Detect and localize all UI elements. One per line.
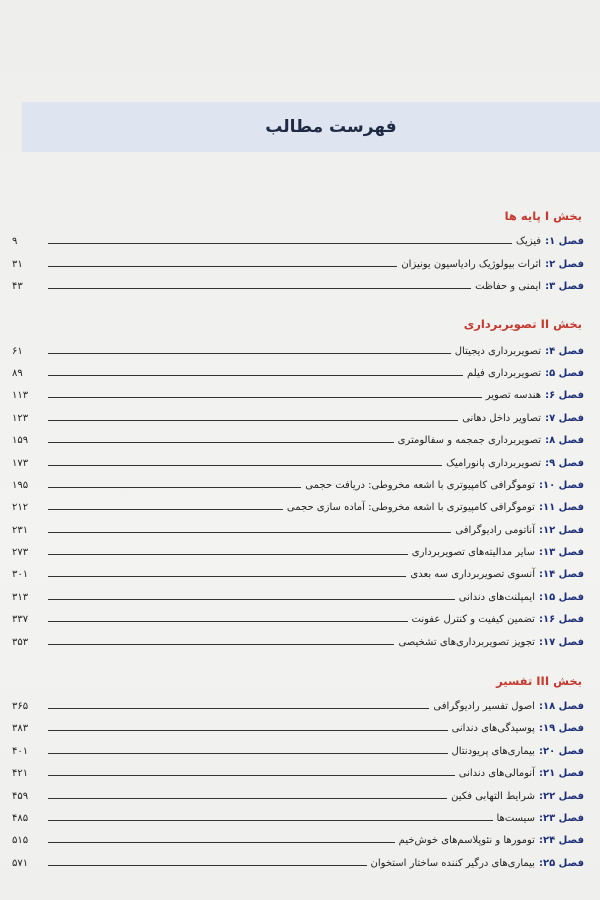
chapter-list bbox=[12, 336, 584, 649]
leader-line bbox=[48, 420, 458, 421]
toc-entry[interactable] bbox=[12, 826, 584, 848]
leader-line bbox=[48, 353, 451, 354]
chapter-label: فصل ۱۲: bbox=[538, 524, 584, 536]
chapter-label: فصل ۱۹: bbox=[538, 723, 584, 735]
leader-line bbox=[48, 465, 442, 466]
chapter-title: تصویربرداری پانورامیک bbox=[446, 457, 542, 469]
chapter-title: آنسوی تصویربرداری سه بعدی bbox=[410, 569, 535, 581]
toc-header-band bbox=[22, 102, 600, 152]
chapter-label: فصل ۱۰: bbox=[538, 479, 584, 491]
page-number: ۴۲۱ bbox=[12, 768, 29, 780]
chapter-label: فصل ۱۴: bbox=[538, 569, 584, 581]
toc-entry[interactable] bbox=[12, 627, 584, 649]
page-number: ۲۷۳ bbox=[12, 547, 29, 559]
toc-entry[interactable] bbox=[12, 515, 584, 537]
chapter-label: فصل ۲۴: bbox=[538, 835, 584, 847]
leader-line bbox=[48, 708, 429, 709]
leader-line bbox=[48, 397, 482, 398]
chapter-title: بیماری‌های درگیر کننده ساختار استخوان bbox=[370, 857, 535, 869]
page-number: ۹ bbox=[12, 236, 18, 248]
leader-line bbox=[48, 243, 512, 244]
chapter-label: فصل ۱۶: bbox=[538, 614, 584, 626]
chapter-title: تصاویر داخل دهانی bbox=[462, 412, 542, 424]
leader-line bbox=[48, 753, 448, 754]
page-number: ۳۰۱ bbox=[12, 569, 29, 581]
page-number: ۵۱۵ bbox=[12, 835, 29, 847]
leader-line bbox=[48, 554, 408, 555]
chapter-label: فصل ۹: bbox=[545, 457, 584, 469]
toc-entry[interactable] bbox=[12, 714, 584, 736]
page-number: ۲۱۲ bbox=[12, 502, 29, 514]
chapter-title: تصویربرداری دیجیتال bbox=[454, 345, 542, 357]
chapter-label: فصل ۱۳: bbox=[538, 547, 584, 559]
chapter-label: فصل ۲: bbox=[545, 258, 584, 270]
page-number: ۴۵۹ bbox=[12, 790, 29, 802]
chapter-label: فصل ۷: bbox=[545, 412, 584, 424]
leader-line bbox=[48, 865, 367, 866]
chapter-title: آنومالی‌های دندانی bbox=[458, 768, 535, 780]
page-number: ۱۹۵ bbox=[12, 479, 29, 491]
chapter-label: فصل ۶: bbox=[545, 390, 584, 402]
chapter-label: فصل ۲۱: bbox=[538, 768, 584, 780]
chapter-label: فصل ۱: bbox=[545, 236, 584, 248]
chapter-title: توموگرافی کامپیوتری با اشعه مخروطی: آماده سازی حجمی bbox=[286, 502, 535, 514]
leader-line bbox=[48, 820, 493, 821]
page-number: ۴۳ bbox=[12, 281, 23, 293]
chapter-title: تصویربرداری فیلم bbox=[467, 367, 542, 379]
toc-entry[interactable] bbox=[12, 804, 584, 826]
chapter-title: هندسه تصویر bbox=[485, 390, 542, 402]
chapter-title: پوسیدگی‌های دندانی bbox=[451, 723, 535, 735]
toc-title: فهرست مطالب bbox=[265, 117, 397, 137]
page-number: ۳۵۳ bbox=[12, 636, 29, 648]
page-number: ۶۱ bbox=[12, 345, 23, 357]
chapter-title: تومورها و نئوپلاسم‌های خوش‌خیم bbox=[398, 835, 535, 847]
chapter-label: فصل ۵: bbox=[545, 367, 584, 379]
chapter-label: فصل ۲۳: bbox=[538, 812, 584, 824]
page-number: ۳۱ bbox=[12, 258, 23, 270]
toc-entry[interactable] bbox=[12, 448, 584, 470]
toc-entry[interactable] bbox=[12, 582, 584, 604]
toc-entry[interactable] bbox=[12, 471, 584, 493]
toc-entry[interactable] bbox=[12, 493, 584, 515]
leader-line bbox=[48, 442, 394, 443]
chapter-label: فصل ۱۸: bbox=[538, 701, 584, 713]
page-number: ۱۱۳ bbox=[12, 390, 29, 402]
section-title: بخش III تفسیر bbox=[496, 673, 582, 688]
chapter-label: فصل ۴: bbox=[545, 345, 584, 357]
toc-entry[interactable] bbox=[12, 560, 584, 582]
toc-entry[interactable] bbox=[12, 736, 584, 758]
leader-line bbox=[48, 288, 471, 289]
toc-entry[interactable] bbox=[12, 272, 584, 294]
page-number: ۳۶۵ bbox=[12, 701, 29, 713]
toc-entry[interactable] bbox=[12, 848, 584, 870]
toc-entry[interactable] bbox=[12, 227, 584, 249]
toc-entry[interactable] bbox=[12, 403, 584, 425]
toc-entry[interactable] bbox=[12, 249, 584, 271]
chapter-title: تصویربرداری جمجمه و سفالومتری bbox=[397, 435, 542, 447]
leader-line bbox=[48, 842, 395, 843]
section-title: بخش I پایه ها bbox=[504, 209, 582, 223]
chapter-title: سایر مدالیته‌های تصویربرداری bbox=[411, 547, 535, 559]
page-number: ۵۷۱ bbox=[12, 857, 29, 869]
page-number: ۴۰۱ bbox=[12, 745, 29, 757]
chapter-title: ایمپلنت‌های دندانی bbox=[458, 591, 535, 603]
toc-section bbox=[12, 670, 584, 871]
toc-entry[interactable] bbox=[12, 336, 584, 358]
toc-entry[interactable] bbox=[12, 538, 584, 560]
leader-line bbox=[48, 730, 448, 731]
page-number: ۳۸۳ bbox=[12, 723, 29, 735]
chapter-label: فصل ۲۰: bbox=[538, 745, 584, 757]
chapter-list bbox=[12, 227, 584, 294]
chapter-label: فصل ۸: bbox=[545, 435, 584, 447]
toc-entry[interactable] bbox=[12, 759, 584, 781]
chapter-title: اثرات بیولوژیک رادیاسیون یونیزان bbox=[401, 258, 542, 270]
chapter-title: بیماری‌های پریودنتال bbox=[451, 745, 535, 757]
leader-line bbox=[48, 266, 397, 267]
page-number: ۱۵۹ bbox=[12, 435, 29, 447]
chapter-title: شرایط التهابی فکین bbox=[451, 790, 535, 802]
toc-section bbox=[12, 205, 584, 294]
page-number: ۱۲۳ bbox=[12, 412, 29, 424]
toc-entry[interactable] bbox=[12, 381, 584, 403]
chapter-title: آناتومی رادیوگرافی bbox=[455, 524, 535, 536]
chapter-label: فصل ۲۵: bbox=[538, 857, 584, 869]
page-number: ۸۹ bbox=[12, 367, 23, 379]
toc-entry[interactable] bbox=[12, 781, 584, 803]
leader-line bbox=[48, 599, 455, 600]
chapter-title: توموگرافی کامپیوتری با اشعه مخروطی: دریافت حجمی bbox=[305, 479, 535, 491]
chapter-title: اصول تفسیر رادیوگرافی bbox=[433, 701, 535, 713]
chapter-label: فصل ۱۱: bbox=[538, 502, 584, 514]
leader-line bbox=[48, 576, 406, 577]
toc-section bbox=[12, 313, 584, 649]
toc-entry[interactable] bbox=[12, 605, 584, 627]
toc-sections bbox=[12, 205, 584, 871]
leader-line bbox=[48, 509, 283, 510]
chapter-label: فصل ۱۵: bbox=[538, 591, 584, 603]
leader-line bbox=[48, 532, 451, 533]
page-number: ۳۳۷ bbox=[12, 614, 29, 626]
leader-line bbox=[48, 644, 394, 645]
leader-line bbox=[48, 487, 301, 488]
leader-line bbox=[48, 375, 463, 376]
chapter-label: فصل ۱۷: bbox=[538, 636, 584, 648]
chapter-label: فصل ۲۲: bbox=[538, 790, 584, 802]
chapter-label: فصل ۳: bbox=[545, 281, 584, 293]
section-title: بخش II تصویربرداری bbox=[463, 317, 582, 332]
leader-line bbox=[48, 621, 408, 622]
chapter-title: تضمین کیفیت و کنترل عفونت bbox=[411, 614, 535, 626]
leader-line bbox=[48, 775, 455, 776]
chapter-title: تجویز تصویربرداری‌های تشخیصی bbox=[398, 636, 535, 648]
leader-line bbox=[48, 798, 447, 799]
page-number: ۲۳۱ bbox=[12, 524, 29, 536]
chapter-list bbox=[12, 692, 584, 871]
chapter-title: ایمنی و حفاظت bbox=[475, 281, 542, 293]
chapter-title: سیست‌ها bbox=[496, 812, 535, 824]
toc-entry[interactable] bbox=[12, 692, 584, 714]
chapter-title: فیزیک bbox=[516, 236, 542, 248]
page-number: ۳۱۳ bbox=[12, 591, 29, 603]
page-number: ۱۷۳ bbox=[12, 457, 29, 469]
toc-entry[interactable] bbox=[12, 426, 584, 448]
page-number: ۴۸۵ bbox=[12, 812, 29, 824]
toc-entry[interactable] bbox=[12, 359, 584, 381]
